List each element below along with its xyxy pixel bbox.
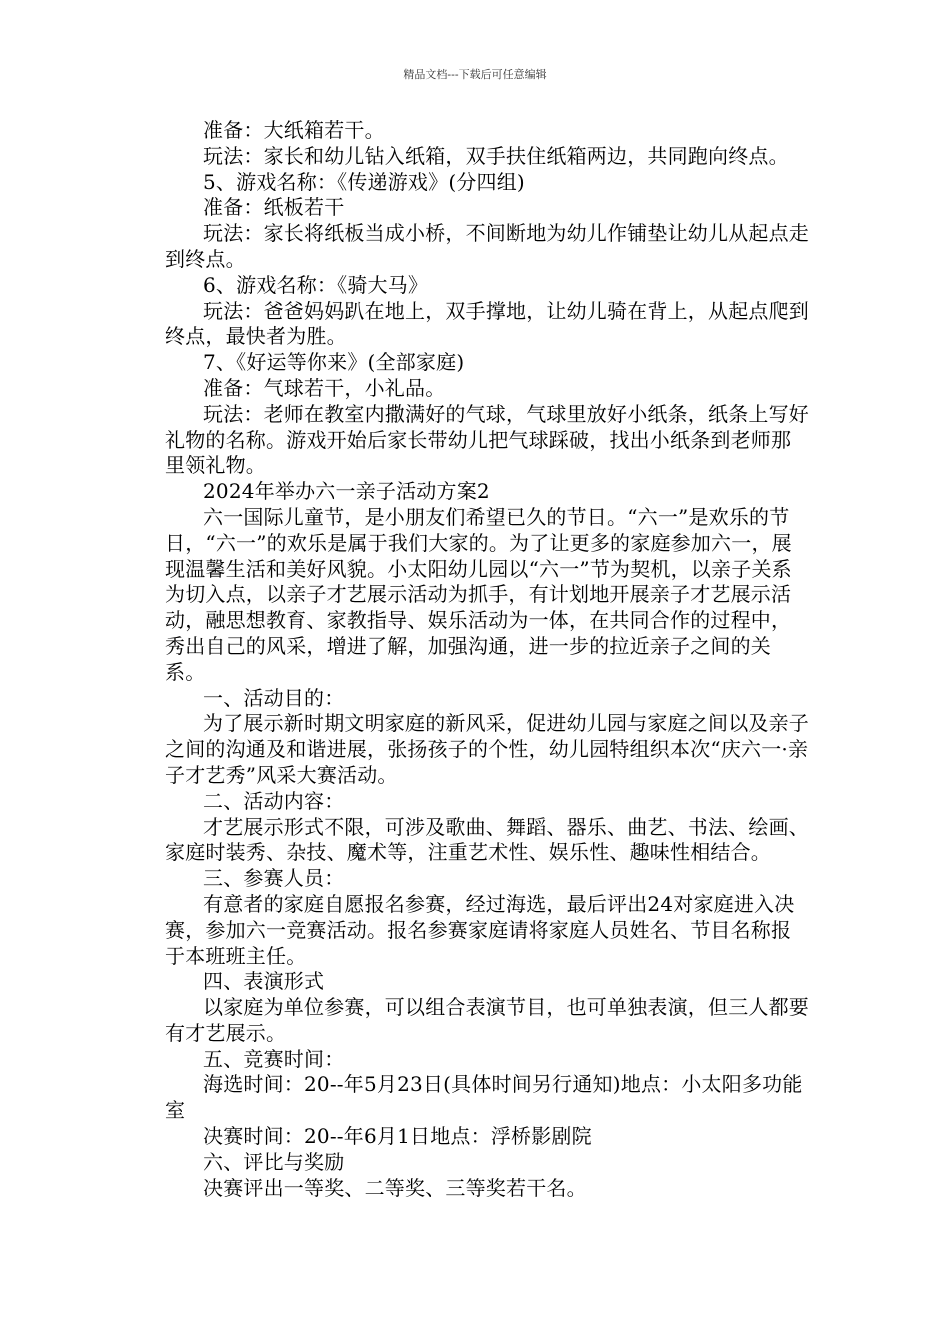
paragraph: 海选时间：20--年5月23日(具体时间另行通知)地点：小太阳多功能室	[165, 1072, 803, 1123]
paragraph: 玩法：爸爸妈妈趴在地上，双手撑地，让幼儿骑在背上，从起点爬到终点，最快者为胜。	[165, 298, 809, 349]
paragraph: 决赛时间：20--年6月1日地点：浮桥影剧院	[203, 1124, 592, 1149]
paragraph: 玩法：老师在教室内撒满好的气球，气球里放好小纸条，纸条上写好礼物的名称。游戏开始后家长带幼儿把气球踩破，找出小纸条到老师那里领礼物。	[165, 401, 809, 478]
heading: 四、表演形式	[203, 969, 325, 994]
paragraph: 才艺展示形式不限，可涉及歌曲、舞蹈、器乐、曲艺、书法、绘画、家庭时装秀、杂技、魔术等，注重艺术性、娱乐性、趣味性相结合。	[165, 814, 809, 865]
document-body	[165, 118, 810, 1201]
paragraph: 准备：大纸箱若干。	[203, 118, 385, 142]
paragraph: 6、游戏名称：《骑大马》	[203, 272, 429, 297]
paragraph: 玩法：家长和幼儿钻入纸箱，双手扶住纸箱两边，共同跑向终点。	[203, 143, 789, 168]
heading: 六、评比与奖励	[203, 1149, 345, 1174]
section-title: 2024年举办六一亲子活动方案2	[203, 479, 490, 504]
heading: 二、活动内容：	[203, 788, 345, 813]
paragraph: 决赛评出一等奖、二等奖、三等奖若干名。	[203, 1175, 587, 1200]
paragraph: 准备：纸板若干	[203, 195, 345, 220]
paragraph: 玩法：家长将纸板当成小桥，不间断地为幼儿作铺垫让幼儿从起点走到终点。	[165, 221, 809, 271]
heading: 五、竞赛时间：	[203, 1046, 345, 1071]
paragraph: 有意者的家庭自愿报名参赛，经过海选，最后评出24对家庭进入决赛，参加六一竞赛活动。报名参赛家庭请将家庭人员姓名、节目名称报于本班班主任。	[165, 891, 795, 968]
heading: 三、参赛人员：	[203, 866, 345, 891]
paragraph: 以家庭为单位参赛，可以组合表演节目，也可单独表演，但三人都要有才艺展示。	[165, 995, 809, 1045]
heading: 一、活动目的：	[203, 685, 345, 710]
page-header: 精品文档---下载后可任意编辑	[403, 68, 547, 81]
paragraph: 准备：气球若干，小礼品。	[203, 375, 446, 400]
paragraph: 5、游戏名称：《传递游戏》(分四组)	[203, 169, 525, 194]
paragraph: 六一国际儿童节，是小朋友们希望已久的节日。“六一”是欢乐的节日，“六一”的欢乐是属于我们大家的。为了让更多的家庭参加六一，展现温馨生活和美好风貌。小太阳幼儿园以“六一”节为契机，以亲子关系为切入点，以亲子才艺展示活动为抓手，有计划地开展亲子才艺展示活动，融思想教育、家教指导、娱乐活动为一体，在共同合作的过程中，秀出自己的风采，增进了解，加强沟通，进一步的拉近亲子之间的关系。	[165, 504, 792, 684]
paragraph: 为了展示新时期文明家庭的新风采，促进幼儿园与家庭之间以及亲子之间的沟通及和谐进展，张扬孩子的个性，幼儿园特组织本次“庆六一·亲子才艺秀”风采大赛活动。	[165, 711, 809, 787]
paragraph: 7、《好运等你来》(全部家庭)	[203, 350, 465, 375]
